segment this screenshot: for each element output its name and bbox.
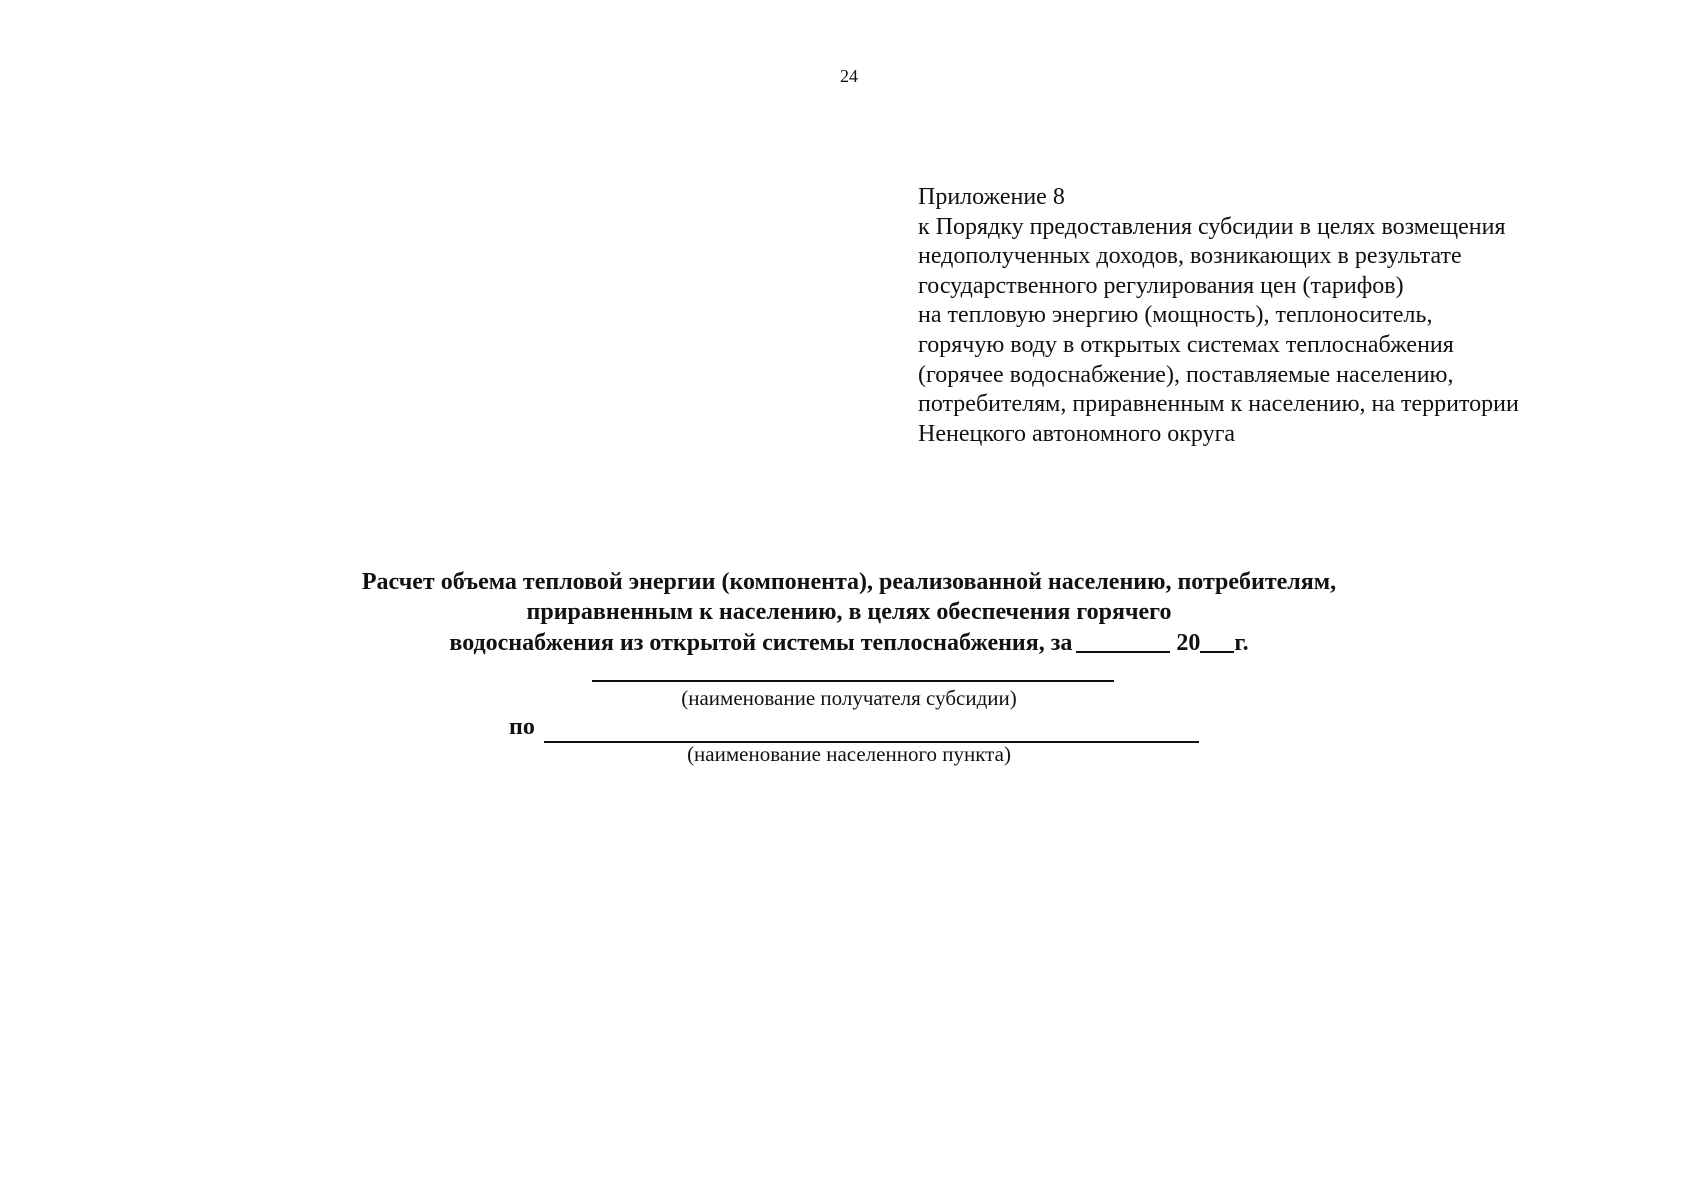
title-line-1: Расчет объема тепловой энергии (компонента), реализованной населению, потребителям, <box>361 569 1337 595</box>
settlement-caption: (наименование населенного пункта) <box>687 742 1011 766</box>
month-blank-field[interactable] <box>1076 627 1170 653</box>
appendix-line: недополученных доходов, возникающих в результате <box>918 243 1462 270</box>
appendix-title: Приложение 8 <box>918 184 1065 210</box>
appendix-line: (горячее водоснабжение), поставляемые населению, <box>918 361 1454 388</box>
appendix-line: Ненецкого автономного округа <box>918 420 1236 447</box>
recipient-blank-field[interactable] <box>592 680 1114 682</box>
appendix-line: к Порядку предоставления субсидии в целях возмещения <box>918 213 1506 240</box>
title-line-3-text: водоснабжения из открытой системы теплоснабжения, за <box>449 630 1073 656</box>
page-number: 24 <box>840 66 858 86</box>
document-title <box>0 567 1698 658</box>
year-prefix: 20 <box>1176 630 1201 656</box>
appendix-line: государственного регулирования цен (тарифов) <box>918 272 1404 299</box>
title-line-2: приравненным к населению, в целях обеспечения горячего <box>526 599 1172 625</box>
appendix-line: на тепловую энергию (мощность), теплоноситель, <box>918 302 1433 329</box>
appendix-line: горячую воду в открытых системах теплоснабжения <box>918 331 1454 358</box>
title-line-3 <box>0 627 1698 658</box>
appendix-header <box>918 183 1618 449</box>
year-suffix: г. <box>1234 630 1249 656</box>
settlement-prefix: по <box>509 714 535 740</box>
appendix-line: потребителям, приравненным к населению, на территории <box>918 391 1519 418</box>
recipient-caption: (наименование получателя субсидии) <box>681 686 1017 710</box>
year-blank-field[interactable] <box>1200 627 1234 653</box>
